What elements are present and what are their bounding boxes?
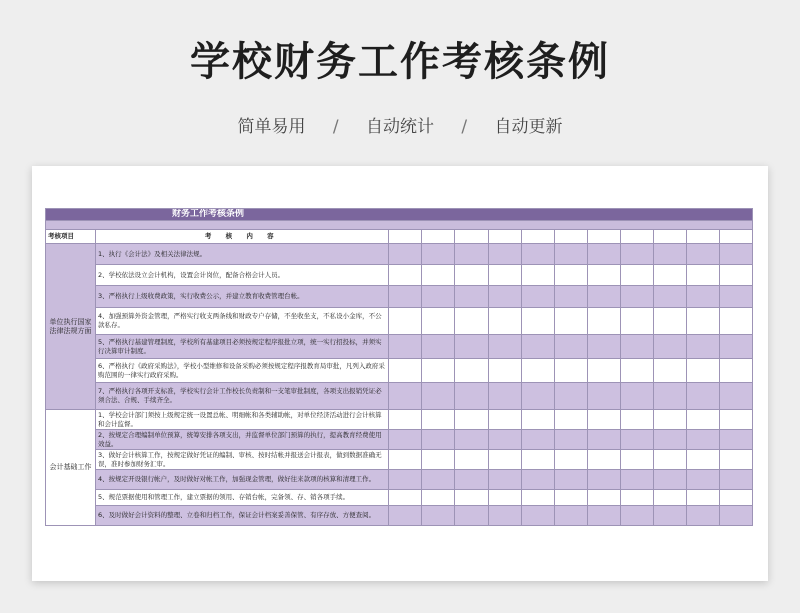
score-cell bbox=[521, 359, 554, 383]
score-cell bbox=[422, 470, 455, 490]
table-row bbox=[46, 335, 753, 359]
table-row bbox=[46, 470, 753, 490]
score-cell bbox=[488, 410, 521, 430]
assessment-table bbox=[45, 208, 753, 526]
score-cell bbox=[554, 359, 587, 383]
score-cell bbox=[455, 265, 488, 286]
score-cell bbox=[653, 490, 686, 506]
score-cell bbox=[620, 308, 653, 335]
score-cell bbox=[488, 506, 521, 526]
score-cell bbox=[719, 506, 752, 526]
score-cell bbox=[554, 470, 587, 490]
score-cell bbox=[389, 410, 422, 430]
item-cell: 1、学校会计部门须按上级规定统一设置总帐、明细帐和各类辅助帐，对单位经济活动进行会计核算和会计监督。 bbox=[96, 410, 389, 430]
score-cell bbox=[620, 490, 653, 506]
score-cell bbox=[488, 383, 521, 410]
score-cell bbox=[653, 230, 686, 244]
table-row bbox=[46, 490, 753, 506]
score-cell bbox=[389, 286, 422, 308]
score-cell bbox=[488, 335, 521, 359]
score-cell bbox=[422, 335, 455, 359]
score-cell bbox=[620, 286, 653, 308]
score-cell bbox=[554, 244, 587, 265]
score-cell bbox=[521, 430, 554, 450]
score-cell bbox=[653, 359, 686, 383]
score-cell bbox=[587, 230, 620, 244]
page-title: 学校财务工作考核条例 bbox=[190, 39, 610, 85]
score-cell bbox=[521, 335, 554, 359]
table-row bbox=[46, 383, 753, 410]
score-cell bbox=[455, 410, 488, 430]
score-cell bbox=[587, 359, 620, 383]
score-cell bbox=[620, 230, 653, 244]
score-cell bbox=[719, 308, 752, 335]
score-cell bbox=[686, 286, 719, 308]
score-cell bbox=[422, 244, 455, 265]
score-cell bbox=[653, 450, 686, 470]
score-cell bbox=[389, 490, 422, 506]
score-cell bbox=[719, 230, 752, 244]
score-cell bbox=[620, 244, 653, 265]
score-cell bbox=[719, 244, 752, 265]
score-cell bbox=[488, 430, 521, 450]
score-cell bbox=[488, 265, 521, 286]
score-cell bbox=[488, 470, 521, 490]
score-cell bbox=[554, 286, 587, 308]
score-cell bbox=[686, 490, 719, 506]
score-cell bbox=[422, 230, 455, 244]
score-cell bbox=[422, 265, 455, 286]
score-cell bbox=[587, 308, 620, 335]
score-cell bbox=[488, 286, 521, 308]
score-cell bbox=[554, 335, 587, 359]
score-cell bbox=[719, 490, 752, 506]
score-cell bbox=[587, 286, 620, 308]
score-cell bbox=[587, 335, 620, 359]
score-cell bbox=[620, 450, 653, 470]
item-cell: 3、严格执行上级收费政策，实行收费公示，并建立教育收费管理台帐。 bbox=[96, 286, 389, 308]
score-cell bbox=[422, 383, 455, 410]
item-cell: 2、学校依法设立会计机构，设置会计岗位，配备合格会计人员。 bbox=[96, 265, 389, 286]
item-cell: 3、做好会计核算工作，按规定做好凭证的编制、审核、按时结帐并报送会计报表，做到数据准确无误，准时参加财务汇审。 bbox=[96, 450, 389, 470]
table-row bbox=[46, 430, 753, 450]
score-cell bbox=[389, 383, 422, 410]
tag-separator: / bbox=[332, 117, 339, 137]
spreadsheet-preview bbox=[32, 166, 768, 581]
score-cell bbox=[488, 450, 521, 470]
score-cell bbox=[587, 430, 620, 450]
score-cell bbox=[521, 450, 554, 470]
score-cell bbox=[554, 383, 587, 410]
score-cell bbox=[653, 383, 686, 410]
score-cell bbox=[422, 410, 455, 430]
score-cell bbox=[686, 410, 719, 430]
score-cell bbox=[554, 265, 587, 286]
score-cell bbox=[455, 470, 488, 490]
score-cell bbox=[488, 230, 521, 244]
score-cell bbox=[686, 265, 719, 286]
score-cell bbox=[719, 383, 752, 410]
score-cell bbox=[587, 450, 620, 470]
score-cell bbox=[488, 244, 521, 265]
score-cell bbox=[488, 308, 521, 335]
score-cell bbox=[389, 308, 422, 335]
score-cell bbox=[587, 244, 620, 265]
score-cell bbox=[620, 359, 653, 383]
score-cell bbox=[521, 490, 554, 506]
tag-easy: 简单易用 bbox=[237, 117, 306, 137]
score-cell bbox=[422, 430, 455, 450]
score-cell bbox=[389, 265, 422, 286]
score-cell bbox=[389, 430, 422, 450]
feature-tags bbox=[0, 112, 800, 137]
table-row bbox=[46, 359, 753, 383]
score-cell bbox=[521, 383, 554, 410]
score-cell bbox=[653, 308, 686, 335]
score-cell bbox=[422, 506, 455, 526]
item-cell: 1、执行《会计法》及相关法律法规。 bbox=[96, 244, 389, 265]
score-cell bbox=[587, 265, 620, 286]
score-cell bbox=[422, 308, 455, 335]
table-row bbox=[46, 308, 753, 335]
score-cell bbox=[488, 490, 521, 506]
score-cell bbox=[488, 359, 521, 383]
spacer-row bbox=[46, 221, 753, 230]
item-cell: 4、按规定开设银行帐户，及时做好对帐工作，加强现金管理，做好往来款项的核算和清理工作。 bbox=[96, 470, 389, 490]
score-cell bbox=[521, 265, 554, 286]
score-cell bbox=[455, 244, 488, 265]
score-cell bbox=[587, 490, 620, 506]
header-category: 考核项目 bbox=[46, 230, 96, 244]
item-cell: 2、按规定合理编制单位预算，统筹安排各项支出，并监督单位部门预算的执行，提高教育经费使用效益。 bbox=[96, 430, 389, 450]
score-cell bbox=[521, 244, 554, 265]
score-cell bbox=[719, 450, 752, 470]
score-cell bbox=[653, 430, 686, 450]
score-cell bbox=[653, 470, 686, 490]
score-cell bbox=[389, 450, 422, 470]
score-cell bbox=[389, 470, 422, 490]
score-cell bbox=[686, 506, 719, 526]
score-cell bbox=[719, 265, 752, 286]
sheet-title: 财务工作考核条例 bbox=[46, 209, 753, 221]
score-cell bbox=[455, 383, 488, 410]
score-cell bbox=[422, 490, 455, 506]
score-cell bbox=[686, 359, 719, 383]
score-cell bbox=[521, 308, 554, 335]
score-cell bbox=[521, 230, 554, 244]
score-cell bbox=[521, 410, 554, 430]
score-cell bbox=[686, 308, 719, 335]
table-row bbox=[46, 244, 753, 265]
score-cell bbox=[686, 470, 719, 490]
score-cell bbox=[521, 506, 554, 526]
score-cell bbox=[554, 230, 587, 244]
score-cell bbox=[455, 335, 488, 359]
score-cell bbox=[554, 450, 587, 470]
score-cell bbox=[455, 506, 488, 526]
item-cell: 7、严格执行各项开支标准，学校实行会计工作校长负责制和一支笔审批制度，各项支出报销凭证必须合法、合规、手续齐全。 bbox=[96, 383, 389, 410]
header-content: 考 核 内 容 bbox=[96, 230, 389, 244]
score-cell bbox=[455, 230, 488, 244]
table-row bbox=[46, 506, 753, 526]
category-cell: 会计基础工作 bbox=[46, 410, 96, 526]
score-cell bbox=[653, 335, 686, 359]
score-cell bbox=[455, 430, 488, 450]
table-row bbox=[46, 450, 753, 470]
score-cell bbox=[653, 244, 686, 265]
score-cell bbox=[620, 430, 653, 450]
score-cell bbox=[686, 450, 719, 470]
score-cell bbox=[422, 359, 455, 383]
score-cell bbox=[653, 286, 686, 308]
score-cell bbox=[620, 470, 653, 490]
score-cell bbox=[554, 506, 587, 526]
score-cell bbox=[620, 335, 653, 359]
score-cell bbox=[719, 430, 752, 450]
score-cell bbox=[455, 359, 488, 383]
score-cell bbox=[554, 490, 587, 506]
score-cell bbox=[719, 410, 752, 430]
score-cell bbox=[653, 410, 686, 430]
score-cell bbox=[389, 230, 422, 244]
score-cell bbox=[620, 410, 653, 430]
score-cell bbox=[455, 450, 488, 470]
item-cell: 4、加强预算外资金管理，严格实行收支两条线和财政专户存储，不坐收坐支，不私设小金库，不公款私存。 bbox=[96, 308, 389, 335]
item-cell: 6、及时做好会计资料的整理、立卷和归档工作，保证会计档案妥善保管、有序存放、方便查阅。 bbox=[96, 506, 389, 526]
score-cell bbox=[620, 383, 653, 410]
item-cell: 5、规范票据使用和管理工作，建立票据的领用、存销台帐，完备领、存、销各项手续。 bbox=[96, 490, 389, 506]
score-cell bbox=[455, 286, 488, 308]
tag-separator: / bbox=[461, 117, 468, 137]
score-cell bbox=[686, 383, 719, 410]
sheet-title-row bbox=[46, 209, 753, 221]
score-cell bbox=[686, 244, 719, 265]
score-cell bbox=[389, 506, 422, 526]
score-cell bbox=[455, 490, 488, 506]
score-cell bbox=[620, 265, 653, 286]
score-cell bbox=[389, 244, 422, 265]
score-cell bbox=[686, 335, 719, 359]
table-row bbox=[46, 410, 753, 430]
tag-auto-stats: 自动统计 bbox=[366, 117, 434, 137]
score-cell bbox=[389, 359, 422, 383]
score-cell bbox=[587, 383, 620, 410]
score-cell bbox=[554, 430, 587, 450]
score-cell bbox=[521, 470, 554, 490]
score-cell bbox=[587, 506, 620, 526]
score-cell bbox=[653, 265, 686, 286]
score-cell bbox=[719, 359, 752, 383]
score-cell bbox=[719, 335, 752, 359]
score-cell bbox=[554, 308, 587, 335]
score-cell bbox=[719, 470, 752, 490]
item-cell: 5、严格执行基建管理制度，学校所有基建项目必须按规定程序报批立项，统一实行招投标，并须实行决算审计制度。 bbox=[96, 335, 389, 359]
header-row bbox=[46, 230, 753, 244]
score-cell bbox=[422, 286, 455, 308]
score-cell bbox=[686, 230, 719, 244]
table-row bbox=[46, 265, 753, 286]
tag-auto-update: 自动更新 bbox=[494, 117, 563, 137]
score-cell bbox=[719, 286, 752, 308]
table-row bbox=[46, 286, 753, 308]
item-cell: 6、严格执行《政府采购法》，学校小型维修和设备采购必须按规定程序报教育局审批，凡列入政府采购范围的一律实行政府采购。 bbox=[96, 359, 389, 383]
score-cell bbox=[455, 308, 488, 335]
score-cell bbox=[587, 410, 620, 430]
category-cell: 单位执行国家法律法规方面 bbox=[46, 244, 96, 410]
score-cell bbox=[653, 506, 686, 526]
score-cell bbox=[587, 470, 620, 490]
score-cell bbox=[554, 410, 587, 430]
score-cell bbox=[521, 286, 554, 308]
score-cell bbox=[422, 450, 455, 470]
score-cell bbox=[389, 335, 422, 359]
score-cell bbox=[686, 430, 719, 450]
score-cell bbox=[620, 506, 653, 526]
